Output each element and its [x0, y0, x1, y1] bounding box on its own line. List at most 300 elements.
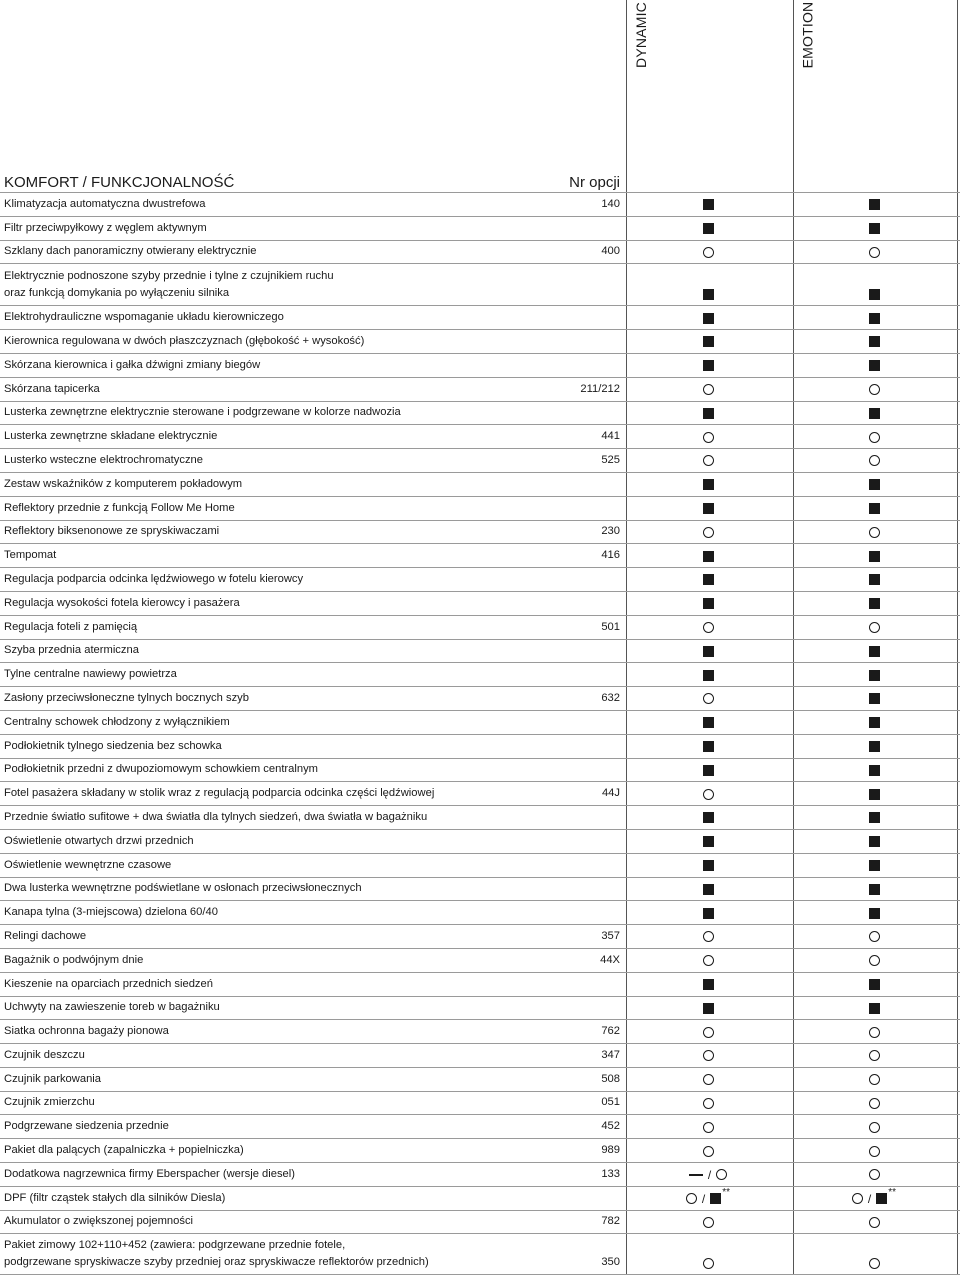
feature-label — [4, 476, 564, 493]
dynamic-availability — [673, 359, 743, 373]
optional-circle-icon — [869, 1027, 880, 1038]
emotion-availability — [839, 549, 909, 563]
standard-square-icon — [703, 223, 714, 234]
emotion-availability — [839, 1187, 909, 1206]
table-row — [0, 996, 960, 1020]
feature-label — [4, 595, 564, 612]
feature-label-line: Reflektory przednie z funkcją Follow Me Home — [4, 501, 235, 514]
standard-square-icon — [703, 670, 714, 681]
table-row — [0, 240, 960, 264]
emotion-availability — [839, 644, 909, 658]
standard-square-icon — [869, 979, 880, 990]
feature-label-line: Siatka ochronna bagaży pionowa — [4, 1025, 169, 1038]
optional-circle-icon — [703, 1050, 714, 1061]
not-available-dash-icon — [689, 1174, 703, 1176]
emotion-availability — [839, 222, 909, 236]
option-code: 452 — [601, 1120, 620, 1133]
optional-circle-icon — [703, 1098, 714, 1109]
standard-square-icon — [703, 503, 714, 514]
standard-square-icon — [869, 223, 880, 234]
dynamic-availability — [673, 198, 743, 212]
standard-square-icon — [869, 598, 880, 609]
standard-square-icon — [703, 1003, 714, 1014]
dynamic-availability — [673, 311, 743, 325]
option-code: 525 — [601, 453, 620, 466]
dynamic-availability — [673, 859, 743, 873]
emotion-availability — [839, 478, 909, 492]
dynamic-availability — [673, 906, 743, 920]
standard-square-icon — [869, 765, 880, 776]
standard-square-icon — [703, 336, 714, 347]
feature-label-line: Regulacja podparcia odcinka lędźwiowego w fotelu kierowcy — [4, 572, 304, 585]
dynamic-availability — [673, 740, 743, 754]
dynamic-availability — [673, 1096, 743, 1110]
feature-label-line: Kieszenie na oparciach przednich siedzeń — [4, 977, 213, 990]
emotion-availability — [839, 1168, 909, 1182]
option-code: 347 — [601, 1048, 620, 1061]
feature-label-line: Tempomat — [4, 549, 57, 562]
standard-square-icon — [876, 1193, 887, 1204]
feature-label — [4, 500, 564, 517]
dynamic-availability — [673, 1256, 743, 1270]
slash-separator: / — [867, 1191, 872, 1206]
standard-square-icon — [703, 408, 714, 419]
footnote-asterisks: ** — [722, 1187, 731, 1199]
standard-square-icon — [869, 360, 880, 371]
feature-label-line: Podłokietnik tylnego siedzenia bez schowka — [4, 739, 222, 752]
feature-label-line: Fotel pasażera składany w stolik wraz z regulacją podparcia odcinka części lędźwiowej — [4, 787, 435, 800]
feature-label-line: Bagażnik o podwójnym dnie — [4, 953, 144, 966]
table-row — [0, 1114, 960, 1138]
feature-label-line: podgrzewane spryskiwacze szyby przedniej oraz spryskiwacze reflektorów przednich) — [4, 1256, 429, 1269]
feature-label-line: Regulacja foteli z pamięcią — [4, 620, 138, 633]
option-code: 44X — [600, 953, 620, 966]
dynamic-availability — [673, 406, 743, 420]
table-row — [0, 305, 960, 329]
standard-square-icon — [869, 908, 880, 919]
dynamic-availability — [673, 1001, 743, 1015]
table-row — [0, 567, 960, 591]
option-number-header: Nr opcji — [569, 174, 620, 191]
dynamic-availability — [673, 1073, 743, 1087]
feature-label — [4, 833, 564, 850]
feature-label — [4, 523, 564, 540]
table-row — [0, 1043, 960, 1067]
standard-square-icon — [869, 313, 880, 324]
standard-square-icon — [869, 670, 880, 681]
standard-square-icon — [869, 884, 880, 895]
dynamic-availability — [673, 1144, 743, 1158]
feature-label-line: Pakiet dla palących (zapalniczka + popielniczka) — [4, 1144, 244, 1157]
standard-square-icon — [869, 860, 880, 871]
standard-square-icon — [869, 812, 880, 823]
emotion-availability — [839, 906, 909, 920]
table-row — [0, 924, 960, 948]
table-row — [0, 615, 960, 639]
table-row — [0, 900, 960, 924]
feature-label-line: Czujnik zmierzchu — [4, 1096, 95, 1109]
dynamic-availability — [673, 502, 743, 516]
table-row — [0, 1019, 960, 1043]
standard-square-icon — [703, 313, 714, 324]
feature-label — [4, 1071, 564, 1088]
dynamic-availability — [673, 763, 743, 777]
feature-label — [4, 1190, 564, 1207]
optional-circle-icon — [716, 1169, 727, 1180]
emotion-availability — [839, 406, 909, 420]
feature-label-line: Przednie światło sufitowe + dwa światła dla tylnych siedzeń, dwa światła w bagażniku — [4, 810, 428, 823]
emotion-availability — [839, 882, 909, 896]
dynamic-availability — [673, 644, 743, 658]
optional-circle-icon — [869, 1258, 880, 1269]
table-row — [0, 1162, 960, 1186]
standard-square-icon — [703, 598, 714, 609]
emotion-availability — [839, 1144, 909, 1158]
feature-label-line: Reflektory biksenonowe ze spryskiwaczami — [4, 525, 220, 538]
optional-circle-icon — [703, 1217, 714, 1228]
dynamic-availability — [673, 478, 743, 492]
optional-circle-icon — [703, 1258, 714, 1269]
optional-circle-icon — [869, 1122, 880, 1133]
dynamic-availability — [673, 1168, 743, 1182]
dynamic-availability — [673, 835, 743, 849]
optional-circle-icon — [703, 527, 714, 538]
feature-label — [4, 571, 564, 588]
standard-square-icon — [703, 289, 714, 300]
feature-label — [4, 452, 564, 469]
feature-label-line: Lusterka zewnętrzne składane elektrycznie — [4, 430, 218, 443]
feature-label — [4, 738, 564, 755]
dynamic-availability — [673, 978, 743, 992]
table-row — [0, 734, 960, 758]
feature-label — [4, 547, 564, 564]
feature-label-line: Klimatyzacja automatyczna dwustrefowa — [4, 197, 206, 210]
feature-table — [0, 192, 960, 1275]
dynamic-availability — [673, 549, 743, 563]
table-row — [0, 520, 960, 544]
option-code: 357 — [601, 929, 620, 942]
feature-label-line: Tylne centralne nawiewy powietrza — [4, 668, 177, 681]
table-row — [0, 543, 960, 567]
dynamic-availability — [673, 668, 743, 682]
column-header-dynamic — [632, 4, 650, 66]
table-row — [0, 1233, 960, 1275]
standard-square-icon — [703, 765, 714, 776]
emotion-availability — [839, 1215, 909, 1229]
optional-circle-icon — [703, 931, 714, 942]
emotion-availability — [839, 198, 909, 212]
emotion-availability — [839, 692, 909, 706]
emotion-availability — [839, 359, 909, 373]
table-row — [0, 686, 960, 710]
dynamic-availability — [673, 811, 743, 825]
standard-square-icon — [869, 503, 880, 514]
feature-label — [4, 196, 564, 213]
standard-square-icon — [869, 836, 880, 847]
option-code: 989 — [601, 1144, 620, 1157]
dynamic-availability — [673, 573, 743, 587]
feature-label — [4, 928, 564, 945]
column-header-emotion-label: EMOTION — [799, 1, 816, 69]
option-code: 632 — [601, 691, 620, 704]
optional-circle-icon — [869, 931, 880, 942]
feature-label-line: Dodatkowa nagrzewnica firmy Eberspacher (wersje diesel) — [4, 1167, 295, 1180]
feature-label — [4, 1047, 564, 1064]
standard-square-icon — [869, 741, 880, 752]
standard-square-icon — [703, 860, 714, 871]
standard-square-icon — [703, 717, 714, 728]
emotion-availability — [839, 502, 909, 516]
dynamic-availability — [673, 1215, 743, 1229]
feature-label-line: Podłokietnik przedni z dwupoziomowym schowkiem centralnym — [4, 763, 318, 776]
emotion-availability — [839, 811, 909, 825]
feature-label-line: Akumulator o zwiększonej pojemności — [4, 1215, 194, 1228]
dynamic-availability — [673, 716, 743, 730]
standard-square-icon — [869, 789, 880, 800]
dynamic-availability — [673, 287, 743, 301]
standard-square-icon — [869, 289, 880, 300]
standard-square-icon — [703, 979, 714, 990]
optional-circle-icon — [703, 693, 714, 704]
standard-square-icon — [703, 551, 714, 562]
standard-square-icon — [703, 908, 714, 919]
emotion-availability — [839, 245, 909, 259]
table-row — [0, 377, 960, 401]
feature-label — [4, 1237, 564, 1271]
feature-label — [4, 357, 564, 374]
feature-label-line: Relingi dachowe — [4, 929, 87, 942]
standard-square-icon — [703, 360, 714, 371]
emotion-availability — [839, 930, 909, 944]
optional-circle-icon — [869, 432, 880, 443]
dynamic-availability — [673, 1025, 743, 1039]
feature-label — [4, 642, 564, 659]
option-code: 400 — [601, 245, 620, 258]
standard-square-icon — [869, 336, 880, 347]
table-row — [0, 496, 960, 520]
table-row — [0, 829, 960, 853]
emotion-availability — [839, 430, 909, 444]
feature-label — [4, 333, 564, 350]
feature-label-line: Elektrycznie podnoszone szyby przednie i tylne z czujnikiem ruchu — [4, 270, 334, 283]
feature-label-line: Dwa lusterka wewnętrzne podświetlane w osłonach przeciwsłonecznych — [4, 882, 362, 895]
optional-circle-icon — [703, 955, 714, 966]
optional-circle-icon — [869, 527, 880, 538]
table-row — [0, 1067, 960, 1091]
feature-label — [4, 243, 564, 260]
feature-label-line: Uchwyty na zawieszenie toreb w bagażniku — [4, 1001, 220, 1014]
optional-circle-icon — [703, 247, 714, 258]
standard-square-icon — [869, 551, 880, 562]
emotion-availability — [839, 383, 909, 397]
feature-label-line: Centralny schowek chłodzony z wyłącznikiem — [4, 715, 230, 728]
table-row — [0, 781, 960, 805]
standard-square-icon — [869, 479, 880, 490]
option-code: 051 — [601, 1096, 620, 1109]
emotion-availability — [839, 1256, 909, 1270]
table-row — [0, 1091, 960, 1115]
standard-square-icon — [869, 646, 880, 657]
option-code: 211/212 — [580, 382, 620, 395]
dynamic-availability — [673, 621, 743, 635]
optional-circle-icon — [869, 1217, 880, 1228]
emotion-availability — [839, 668, 909, 682]
emotion-availability — [839, 573, 909, 587]
option-code: 501 — [601, 620, 620, 633]
optional-circle-icon — [703, 1122, 714, 1133]
column-header-emotion — [798, 1, 816, 69]
option-code: 230 — [601, 525, 620, 538]
standard-square-icon — [703, 574, 714, 585]
standard-square-icon — [703, 199, 714, 210]
feature-label — [4, 1118, 564, 1135]
emotion-availability — [839, 835, 909, 849]
dynamic-availability — [673, 245, 743, 259]
table-row — [0, 1186, 960, 1210]
optional-circle-icon — [703, 432, 714, 443]
standard-square-icon — [869, 408, 880, 419]
table-row — [0, 758, 960, 782]
optional-circle-icon — [703, 622, 714, 633]
feature-label-line: Czujnik parkowania — [4, 1072, 102, 1085]
table-row — [0, 1210, 960, 1234]
optional-circle-icon — [869, 247, 880, 258]
emotion-availability — [839, 1073, 909, 1087]
dynamic-availability — [673, 222, 743, 236]
dynamic-availability — [673, 454, 743, 468]
optional-circle-icon — [869, 1050, 880, 1061]
optional-circle-icon — [869, 1146, 880, 1157]
table-row — [0, 424, 960, 448]
table-row — [0, 353, 960, 377]
standard-square-icon — [869, 1003, 880, 1014]
feature-label-line: Kierownica regulowana w dwóch płaszczyznach (głębokość + wysokość) — [4, 334, 365, 347]
option-code: 762 — [601, 1025, 620, 1038]
feature-label-line: Filtr przeciwpyłkowy z węglem aktywnym — [4, 221, 207, 234]
emotion-availability — [839, 716, 909, 730]
feature-label — [4, 381, 564, 398]
feature-label-line: Regulacja wysokości fotela kierowcy i pasażera — [4, 596, 240, 609]
emotion-availability — [839, 1120, 909, 1134]
table-row — [0, 710, 960, 734]
optional-circle-icon — [686, 1193, 697, 1204]
emotion-availability — [839, 859, 909, 873]
optional-circle-icon — [869, 1169, 880, 1180]
feature-label-line: Skórzana kierownica i gałka dźwigni zmiany biegów — [4, 358, 261, 371]
feature-label-line: Oświetlenie otwartych drzwi przednich — [4, 834, 194, 847]
option-code: 133 — [601, 1167, 620, 1180]
feature-label — [4, 1166, 564, 1183]
optional-circle-icon — [703, 384, 714, 395]
emotion-availability — [839, 1025, 909, 1039]
standard-square-icon — [703, 479, 714, 490]
feature-label — [4, 1213, 564, 1230]
table-row — [0, 192, 960, 216]
feature-label-line: Pakiet zimowy 102+110+452 (zawiera: podgrzewane przednie fotele, — [4, 1239, 346, 1252]
dynamic-availability — [673, 383, 743, 397]
standard-square-icon — [869, 693, 880, 704]
dynamic-availability — [673, 335, 743, 349]
emotion-availability — [839, 525, 909, 539]
dynamic-availability — [673, 1049, 743, 1063]
standard-square-icon — [703, 646, 714, 657]
optional-circle-icon — [869, 384, 880, 395]
emotion-availability — [839, 1096, 909, 1110]
slash-separator: / — [701, 1191, 706, 1206]
emotion-availability — [839, 335, 909, 349]
table-row — [0, 216, 960, 240]
optional-circle-icon — [869, 622, 880, 633]
emotion-availability — [839, 787, 909, 801]
emotion-availability — [839, 1049, 909, 1063]
dynamic-availability — [673, 882, 743, 896]
feature-label — [4, 999, 564, 1016]
option-code: 44J — [601, 787, 620, 800]
optional-circle-icon — [869, 455, 880, 466]
feature-label-line: Skórzana tapicerka — [4, 382, 100, 395]
table-row — [0, 263, 960, 305]
standard-square-icon — [703, 812, 714, 823]
feature-label — [4, 809, 564, 826]
feature-label — [4, 268, 564, 302]
standard-square-icon — [869, 717, 880, 728]
emotion-availability — [839, 311, 909, 325]
table-row — [0, 591, 960, 615]
feature-label-line: Szklany dach panoramiczny otwierany elektrycznie — [4, 245, 257, 258]
feature-label-line: Lusterka zewnętrzne elektrycznie sterowane i podgrzewane w kolorze nadwozia — [4, 406, 401, 419]
emotion-availability — [839, 621, 909, 635]
dynamic-availability — [673, 692, 743, 706]
table-row — [0, 401, 960, 425]
feature-label-line: Czujnik deszczu — [4, 1048, 85, 1061]
standard-square-icon — [703, 884, 714, 895]
dynamic-availability — [673, 954, 743, 968]
feature-label — [4, 714, 564, 731]
optional-circle-icon — [703, 1146, 714, 1157]
emotion-availability — [839, 1001, 909, 1015]
feature-label — [4, 880, 564, 897]
feature-label — [4, 952, 564, 969]
dynamic-availability — [673, 597, 743, 611]
standard-square-icon — [869, 199, 880, 210]
table-row — [0, 329, 960, 353]
optional-circle-icon — [852, 1193, 863, 1204]
feature-label — [4, 1094, 564, 1111]
optional-circle-icon — [869, 1098, 880, 1109]
feature-label-line: Elektrohydrauliczne wspomaganie układu kierowniczego — [4, 311, 284, 324]
feature-label — [4, 857, 564, 874]
slash-separator: / — [707, 1167, 712, 1182]
standard-square-icon — [703, 836, 714, 847]
table-row — [0, 639, 960, 663]
option-code: 416 — [601, 549, 620, 562]
feature-label-line: Kanapa tylna (3-miejscowa) dzielona 60/40 — [4, 906, 218, 919]
feature-label — [4, 404, 564, 421]
column-header-dynamic-label: DYNAMIC — [633, 2, 649, 68]
dynamic-availability — [673, 787, 743, 801]
feature-label-line: Zestaw wskaźników z komputerem pokładowym — [4, 477, 243, 490]
optional-circle-icon — [703, 789, 714, 800]
table-row — [0, 448, 960, 472]
emotion-availability — [839, 454, 909, 468]
feature-label — [4, 428, 564, 445]
emotion-availability — [839, 740, 909, 754]
emotion-availability — [839, 978, 909, 992]
section-title: KOMFORT / FUNKCJONALNOŚĆ — [4, 174, 235, 191]
table-row — [0, 972, 960, 996]
table-row — [0, 662, 960, 686]
option-code: 782 — [601, 1215, 620, 1228]
